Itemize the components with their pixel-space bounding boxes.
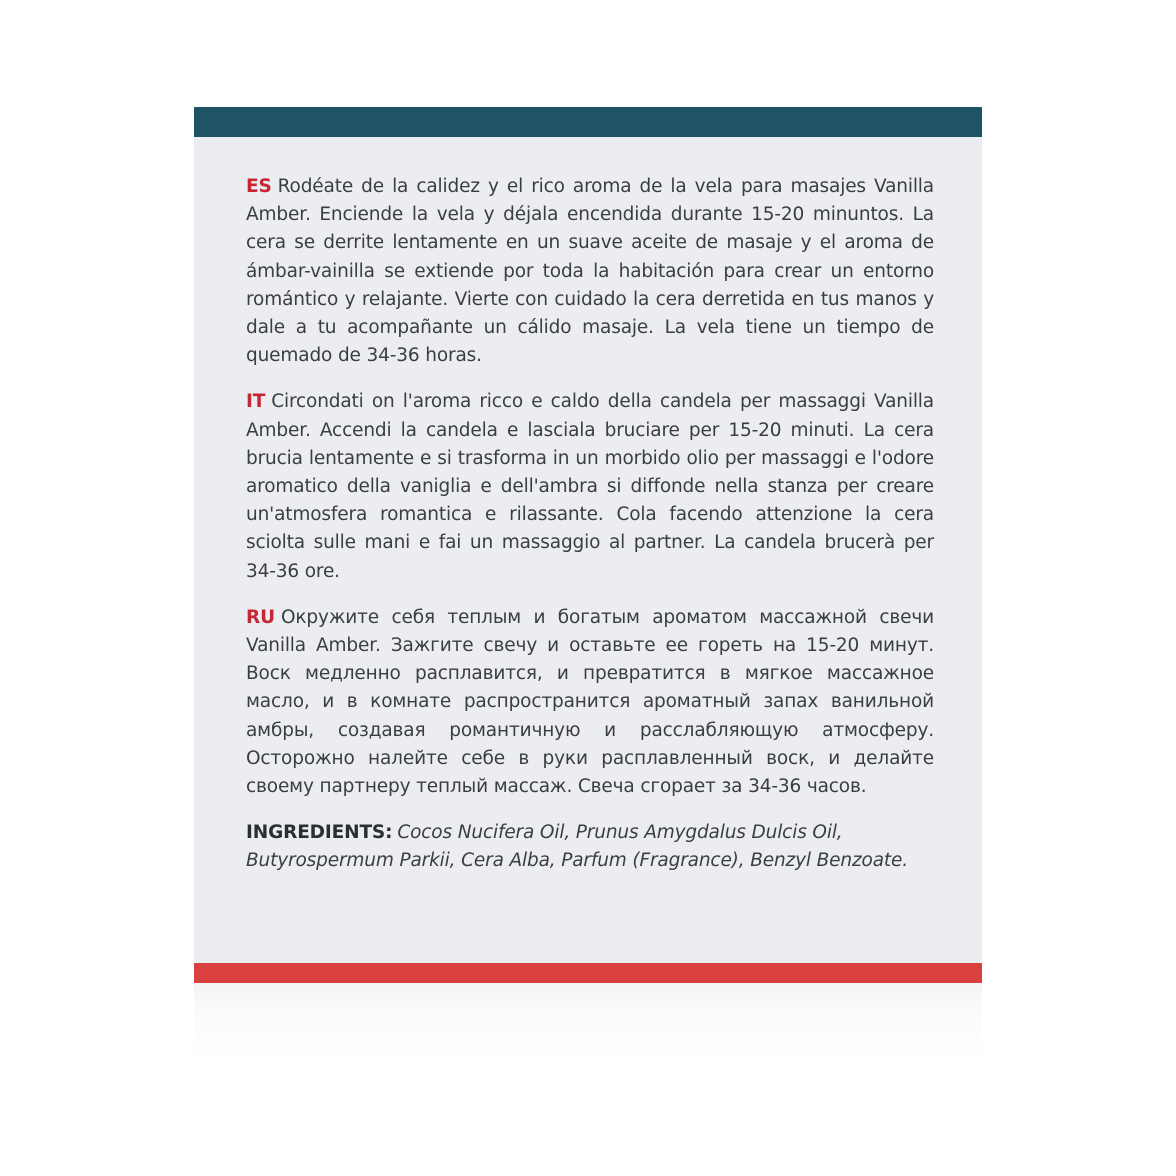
top-color-band: [194, 107, 982, 137]
panel-reflection: [194, 983, 982, 1063]
bottom-color-band: [194, 963, 982, 983]
paragraph-it: [246, 388, 934, 585]
paragraph-text-es: Rodéate de la calidez y el rico aroma de la vela para masajes Vanilla Amber. Enciende la vela y déjala encendida durante 15-20 minuntos. La cera se derrite lentamente en un suave aceite de masaje y el aroma de ámbar-vainilla se extiende por toda la habitación para crear un entorno romántico y relajante. Vierte con cuidado la cera derretida en tus manos y dale a tu acompañante un cálido masaje. La vela tiene un tiempo de quemado de 34-36 horas.: [246, 176, 934, 367]
ingredients-list: Cocos Nucifera Oil, Prunus Amygdalus Dulcis Oil, Butyrospermum Parkii, Cera Alba, Parfum (Fragrance), Benzyl Benzoate.: [246, 822, 908, 872]
paragraph-text-ru: Окружите себя теплым и богатым ароматом массажной свечи Vanilla Amber. Зажгите свечу и оставьте ее гореть на 15-20 минут. Воск медленно расплавится, и превратится в мягкое массажное масло, и в комнате распространится ароматный запах ванильной амбры, создавая романтичную и расслабляющую атмосферу. Осторожно налейте себе в руки расплавленный воск, и делайте своему партнеру теплый массаж. Свеча сгорает за 34-36 часов.: [246, 606, 934, 798]
label-text-content: [246, 173, 934, 876]
ingredients-block: [246, 819, 934, 875]
ingredients-label: INGREDIENTS:: [246, 822, 393, 844]
language-code-it: IT: [246, 391, 266, 413]
language-code-es: ES: [246, 176, 272, 197]
product-label-panel: [194, 107, 982, 983]
language-code-ru: RU: [246, 606, 275, 628]
paragraph-es: [246, 173, 934, 370]
paragraph-text-it: Circondati on l'aroma ricco e caldo della candela per massaggi Vanilla Amber. Accendi la candela e lasciala bruciare per 15-20 minuti. La cera brucia lentamente e si trasforma in un morbido olio per massaggi e l'odore aromatico della vaniglia e dell'ambra si diffonde nella stanza per creare un'atmosfera romantica e rilassante. Cola facendo attenzione la cera sciolta sulle mani e fai un massaggio al partner. La candela brucerà per 34-36 ore.: [246, 391, 934, 582]
paragraph-ru: [246, 604, 934, 801]
